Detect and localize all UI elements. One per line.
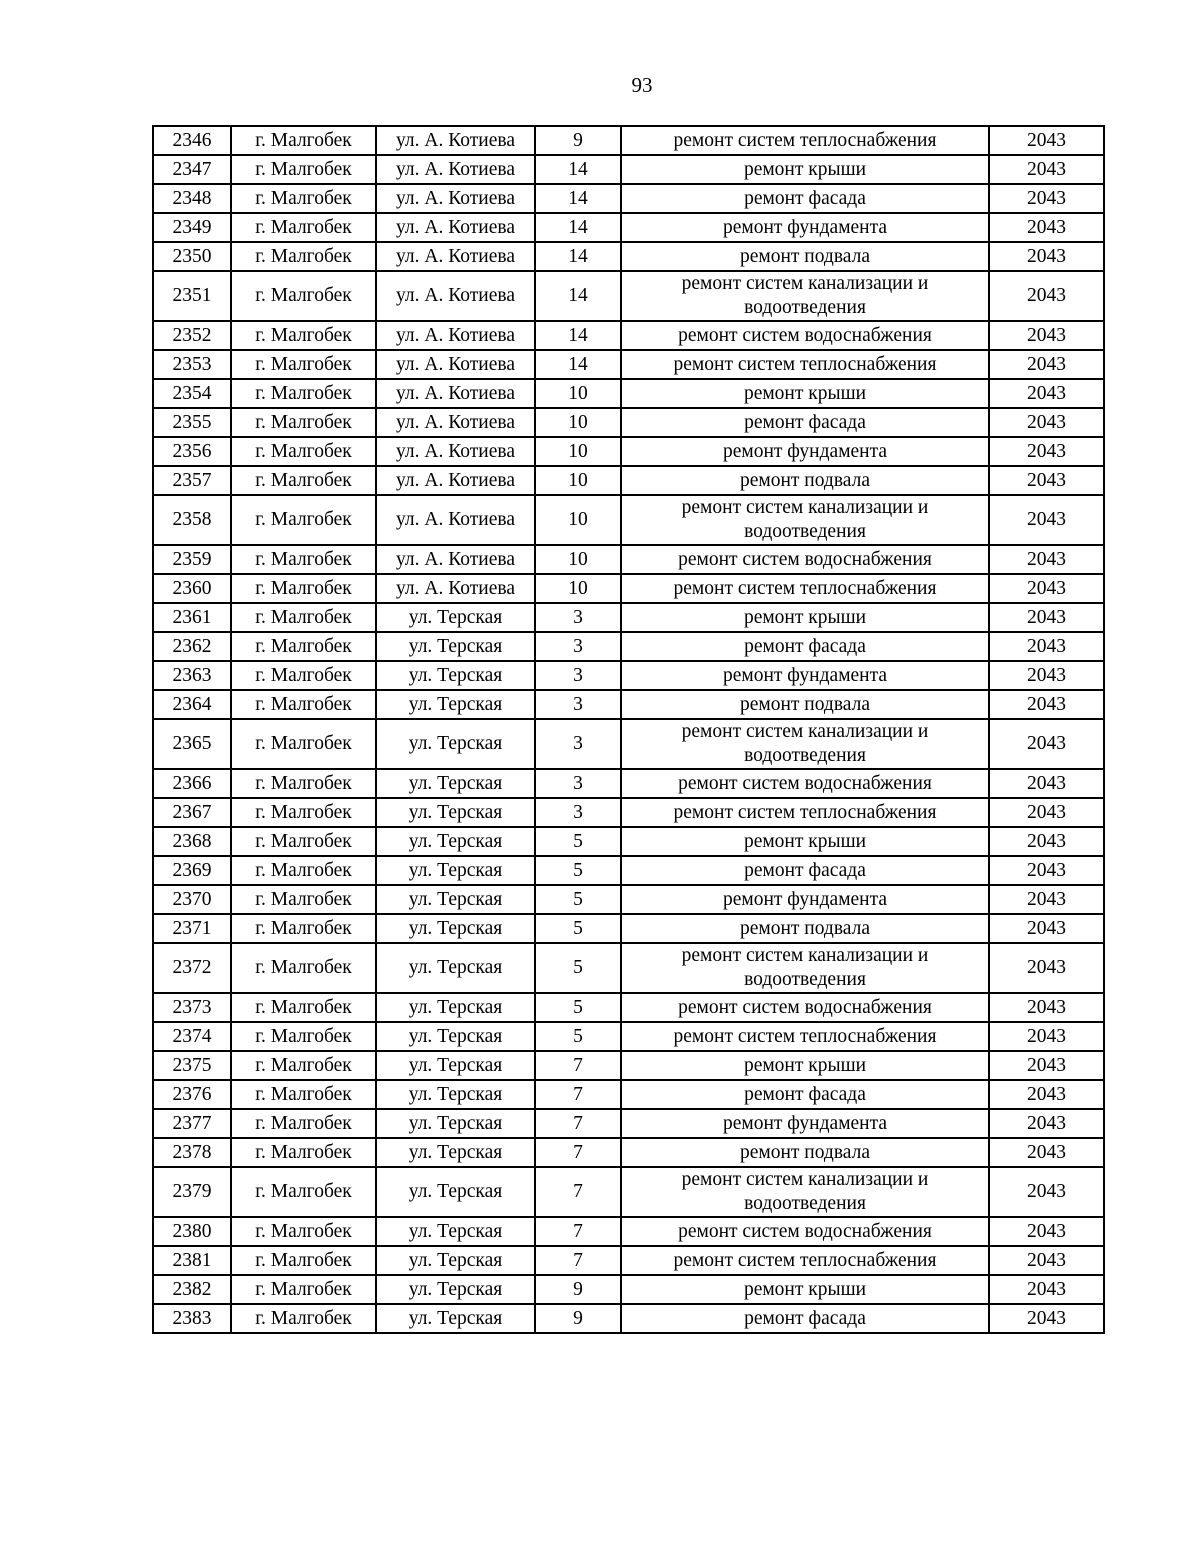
cell-street: ул. Терская xyxy=(376,798,535,827)
cell-street: ул. Терская xyxy=(376,1080,535,1109)
cell-city: г. Малгобек xyxy=(231,213,376,242)
cell-work-type: ремонт фундамента xyxy=(621,1109,989,1138)
cell-year: 2043 xyxy=(989,184,1104,213)
cell-house-number: 14 xyxy=(535,350,621,379)
table-row xyxy=(153,661,1104,690)
cell-work-type: ремонт фундамента xyxy=(621,885,989,914)
table-row xyxy=(153,321,1104,350)
cell-street: ул. Терская xyxy=(376,943,535,993)
table-row xyxy=(153,632,1104,661)
cell-house-number: 10 xyxy=(535,495,621,545)
cell-house-number: 14 xyxy=(535,213,621,242)
cell-year: 2043 xyxy=(989,321,1104,350)
cell-city: г. Малгобек xyxy=(231,993,376,1022)
cell-city: г. Малгобек xyxy=(231,350,376,379)
cell-house-number: 7 xyxy=(535,1246,621,1275)
cell-work-type: ремонт систем теплоснабжения xyxy=(621,126,989,155)
cell-work-type: ремонт подвала xyxy=(621,1138,989,1167)
table-row xyxy=(153,155,1104,184)
cell-year: 2043 xyxy=(989,885,1104,914)
cell-year: 2043 xyxy=(989,1217,1104,1246)
cell-work-type: ремонт систем канализации и водоотведения xyxy=(621,719,989,769)
cell-year: 2043 xyxy=(989,632,1104,661)
cell-street: ул. А. Котиева xyxy=(376,213,535,242)
cell-year: 2043 xyxy=(989,1304,1104,1333)
cell-city: г. Малгобек xyxy=(231,126,376,155)
cell-row-number: 2349 xyxy=(153,213,231,242)
cell-row-number: 2350 xyxy=(153,242,231,271)
cell-work-type: ремонт крыши xyxy=(621,1051,989,1080)
cell-row-number: 2371 xyxy=(153,914,231,943)
cell-street: ул. Терская xyxy=(376,769,535,798)
cell-row-number: 2363 xyxy=(153,661,231,690)
cell-street: ул. А. Котиева xyxy=(376,466,535,495)
cell-house-number: 3 xyxy=(535,690,621,719)
cell-year: 2043 xyxy=(989,943,1104,993)
cell-house-number: 5 xyxy=(535,914,621,943)
cell-work-type: ремонт систем теплоснабжения xyxy=(621,798,989,827)
cell-house-number: 3 xyxy=(535,769,621,798)
cell-house-number: 5 xyxy=(535,1022,621,1051)
cell-row-number: 2370 xyxy=(153,885,231,914)
cell-year: 2043 xyxy=(989,1022,1104,1051)
table-row xyxy=(153,798,1104,827)
cell-year: 2043 xyxy=(989,213,1104,242)
page-number: 93 xyxy=(631,73,653,97)
cell-street: ул. А. Котиева xyxy=(376,574,535,603)
table-row xyxy=(153,914,1104,943)
cell-house-number: 14 xyxy=(535,271,621,321)
cell-city: г. Малгобек xyxy=(231,379,376,408)
cell-street: ул. Терская xyxy=(376,1217,535,1246)
cell-year: 2043 xyxy=(989,661,1104,690)
cell-street: ул. А. Котиева xyxy=(376,437,535,466)
cell-row-number: 2382 xyxy=(153,1275,231,1304)
cell-work-type: ремонт систем канализации и водоотведения xyxy=(621,271,989,321)
cell-row-number: 2364 xyxy=(153,690,231,719)
cell-work-type: ремонт систем водоснабжения xyxy=(621,321,989,350)
table-row xyxy=(153,379,1104,408)
cell-work-type: ремонт крыши xyxy=(621,379,989,408)
cell-row-number: 2373 xyxy=(153,993,231,1022)
cell-city: г. Малгобек xyxy=(231,466,376,495)
cell-street: ул. Терская xyxy=(376,856,535,885)
cell-row-number: 2366 xyxy=(153,769,231,798)
cell-city: г. Малгобек xyxy=(231,155,376,184)
table-row xyxy=(153,466,1104,495)
cell-city: г. Малгобек xyxy=(231,798,376,827)
cell-city: г. Малгобек xyxy=(231,545,376,574)
cell-city: г. Малгобек xyxy=(231,943,376,993)
cell-work-type: ремонт крыши xyxy=(621,603,989,632)
cell-row-number: 2372 xyxy=(153,943,231,993)
cell-row-number: 2359 xyxy=(153,545,231,574)
cell-city: г. Малгобек xyxy=(231,1217,376,1246)
cell-work-type: ремонт систем канализации и водоотведения xyxy=(621,943,989,993)
cell-work-type: ремонт систем канализации и водоотведения xyxy=(621,1167,989,1217)
cell-street: ул. А. Котиева xyxy=(376,242,535,271)
cell-house-number: 7 xyxy=(535,1217,621,1246)
cell-year: 2043 xyxy=(989,466,1104,495)
cell-year: 2043 xyxy=(989,379,1104,408)
cell-city: г. Малгобек xyxy=(231,1275,376,1304)
cell-city: г. Малгобек xyxy=(231,242,376,271)
cell-year: 2043 xyxy=(989,1051,1104,1080)
cell-work-type: ремонт фасада xyxy=(621,408,989,437)
cell-house-number: 14 xyxy=(535,184,621,213)
cell-house-number: 3 xyxy=(535,661,621,690)
cell-work-type: ремонт фундамента xyxy=(621,437,989,466)
cell-house-number: 9 xyxy=(535,126,621,155)
table-row xyxy=(153,545,1104,574)
table-row xyxy=(153,856,1104,885)
cell-street: ул. А. Котиева xyxy=(376,321,535,350)
cell-row-number: 2348 xyxy=(153,184,231,213)
cell-street: ул. А. Котиева xyxy=(376,155,535,184)
cell-city: г. Малгобек xyxy=(231,1304,376,1333)
cell-street: ул. Терская xyxy=(376,827,535,856)
cell-street: ул. Терская xyxy=(376,914,535,943)
cell-city: г. Малгобек xyxy=(231,1246,376,1275)
cell-row-number: 2376 xyxy=(153,1080,231,1109)
cell-row-number: 2362 xyxy=(153,632,231,661)
cell-year: 2043 xyxy=(989,827,1104,856)
cell-house-number: 10 xyxy=(535,437,621,466)
cell-work-type: ремонт подвала xyxy=(621,466,989,495)
table-row xyxy=(153,242,1104,271)
cell-city: г. Малгобек xyxy=(231,914,376,943)
cell-year: 2043 xyxy=(989,242,1104,271)
cell-row-number: 2383 xyxy=(153,1304,231,1333)
cell-year: 2043 xyxy=(989,856,1104,885)
cell-year: 2043 xyxy=(989,574,1104,603)
cell-house-number: 7 xyxy=(535,1167,621,1217)
table-row xyxy=(153,885,1104,914)
cell-year: 2043 xyxy=(989,1080,1104,1109)
cell-street: ул. А. Котиева xyxy=(376,379,535,408)
cell-house-number: 7 xyxy=(535,1051,621,1080)
cell-street: ул. Терская xyxy=(376,1246,535,1275)
cell-year: 2043 xyxy=(989,603,1104,632)
table-row xyxy=(153,1275,1104,1304)
cell-work-type: ремонт крыши xyxy=(621,1275,989,1304)
cell-city: г. Малгобек xyxy=(231,574,376,603)
cell-row-number: 2375 xyxy=(153,1051,231,1080)
cell-row-number: 2354 xyxy=(153,379,231,408)
cell-street: ул. Терская xyxy=(376,690,535,719)
cell-row-number: 2377 xyxy=(153,1109,231,1138)
cell-row-number: 2365 xyxy=(153,719,231,769)
table-row xyxy=(153,1217,1104,1246)
cell-house-number: 10 xyxy=(535,574,621,603)
table-row xyxy=(153,437,1104,466)
cell-house-number: 14 xyxy=(535,321,621,350)
cell-city: г. Малгобек xyxy=(231,408,376,437)
cell-work-type: ремонт систем теплоснабжения xyxy=(621,1022,989,1051)
cell-year: 2043 xyxy=(989,271,1104,321)
cell-city: г. Малгобек xyxy=(231,495,376,545)
cell-city: г. Малгобек xyxy=(231,827,376,856)
cell-house-number: 7 xyxy=(535,1080,621,1109)
cell-work-type: ремонт систем теплоснабжения xyxy=(621,574,989,603)
cell-city: г. Малгобек xyxy=(231,1167,376,1217)
cell-work-type: ремонт крыши xyxy=(621,827,989,856)
cell-street: ул. А. Котиева xyxy=(376,545,535,574)
cell-city: г. Малгобек xyxy=(231,184,376,213)
cell-year: 2043 xyxy=(989,437,1104,466)
cell-house-number: 14 xyxy=(535,242,621,271)
cell-work-type: ремонт фундамента xyxy=(621,661,989,690)
cell-work-type: ремонт систем канализации и водоотведения xyxy=(621,495,989,545)
cell-house-number: 7 xyxy=(535,1109,621,1138)
cell-street: ул. Терская xyxy=(376,1275,535,1304)
cell-row-number: 2358 xyxy=(153,495,231,545)
cell-city: г. Малгобек xyxy=(231,885,376,914)
cell-street: ул. Терская xyxy=(376,1304,535,1333)
cell-year: 2043 xyxy=(989,126,1104,155)
cell-work-type: ремонт фасада xyxy=(621,184,989,213)
cell-house-number: 9 xyxy=(535,1275,621,1304)
cell-year: 2043 xyxy=(989,545,1104,574)
cell-street: ул. Терская xyxy=(376,603,535,632)
table-row xyxy=(153,184,1104,213)
cell-city: г. Малгобек xyxy=(231,690,376,719)
cell-work-type: ремонт фасада xyxy=(621,856,989,885)
cell-work-type: ремонт фасада xyxy=(621,1080,989,1109)
cell-year: 2043 xyxy=(989,495,1104,545)
cell-work-type: ремонт фасада xyxy=(621,1304,989,1333)
table-row xyxy=(153,126,1104,155)
cell-row-number: 2357 xyxy=(153,466,231,495)
cell-row-number: 2356 xyxy=(153,437,231,466)
cell-row-number: 2381 xyxy=(153,1246,231,1275)
table-row xyxy=(153,769,1104,798)
cell-work-type: ремонт подвала xyxy=(621,242,989,271)
cell-street: ул. А. Котиева xyxy=(376,184,535,213)
table-row xyxy=(153,1246,1104,1275)
cell-year: 2043 xyxy=(989,408,1104,437)
cell-work-type: ремонт фундамента xyxy=(621,213,989,242)
cell-row-number: 2355 xyxy=(153,408,231,437)
cell-city: г. Малгобек xyxy=(231,632,376,661)
cell-year: 2043 xyxy=(989,155,1104,184)
cell-work-type: ремонт фасада xyxy=(621,632,989,661)
table-row xyxy=(153,495,1104,545)
cell-house-number: 10 xyxy=(535,466,621,495)
cell-street: ул. А. Котиева xyxy=(376,408,535,437)
cell-street: ул. А. Котиева xyxy=(376,350,535,379)
table-row xyxy=(153,408,1104,437)
cell-row-number: 2369 xyxy=(153,856,231,885)
cell-work-type: ремонт подвала xyxy=(621,690,989,719)
table-row xyxy=(153,943,1104,993)
cell-street: ул. А. Котиева xyxy=(376,271,535,321)
cell-city: г. Малгобек xyxy=(231,661,376,690)
cell-street: ул. Терская xyxy=(376,632,535,661)
cell-city: г. Малгобек xyxy=(231,769,376,798)
cell-row-number: 2368 xyxy=(153,827,231,856)
cell-work-type: ремонт систем водоснабжения xyxy=(621,1217,989,1246)
cell-year: 2043 xyxy=(989,914,1104,943)
cell-street: ул. Терская xyxy=(376,661,535,690)
cell-city: г. Малгобек xyxy=(231,437,376,466)
cell-city: г. Малгобек xyxy=(231,1051,376,1080)
cell-city: г. Малгобек xyxy=(231,1138,376,1167)
cell-street: ул. Терская xyxy=(376,1022,535,1051)
repair-schedule-table xyxy=(152,125,1105,1334)
cell-house-number: 10 xyxy=(535,408,621,437)
table-row xyxy=(153,1167,1104,1217)
cell-work-type: ремонт систем теплоснабжения xyxy=(621,350,989,379)
cell-house-number: 3 xyxy=(535,632,621,661)
table-row xyxy=(153,603,1104,632)
cell-row-number: 2353 xyxy=(153,350,231,379)
cell-house-number: 10 xyxy=(535,545,621,574)
cell-year: 2043 xyxy=(989,769,1104,798)
cell-row-number: 2367 xyxy=(153,798,231,827)
cell-city: г. Малгобек xyxy=(231,856,376,885)
table-row xyxy=(153,350,1104,379)
cell-city: г. Малгобек xyxy=(231,1080,376,1109)
cell-house-number: 5 xyxy=(535,827,621,856)
cell-house-number: 5 xyxy=(535,943,621,993)
cell-row-number: 2361 xyxy=(153,603,231,632)
table-row xyxy=(153,271,1104,321)
cell-house-number: 7 xyxy=(535,1138,621,1167)
cell-house-number: 3 xyxy=(535,798,621,827)
cell-house-number: 5 xyxy=(535,885,621,914)
cell-work-type: ремонт систем водоснабжения xyxy=(621,769,989,798)
cell-year: 2043 xyxy=(989,1246,1104,1275)
cell-house-number: 3 xyxy=(535,719,621,769)
cell-street: ул. Терская xyxy=(376,1138,535,1167)
cell-year: 2043 xyxy=(989,1109,1104,1138)
cell-row-number: 2374 xyxy=(153,1022,231,1051)
cell-work-type: ремонт систем водоснабжения xyxy=(621,993,989,1022)
cell-row-number: 2380 xyxy=(153,1217,231,1246)
cell-year: 2043 xyxy=(989,690,1104,719)
cell-year: 2043 xyxy=(989,798,1104,827)
cell-row-number: 2346 xyxy=(153,126,231,155)
table-row xyxy=(153,1109,1104,1138)
cell-year: 2043 xyxy=(989,1138,1104,1167)
cell-city: г. Малгобек xyxy=(231,1022,376,1051)
cell-street: ул. Терская xyxy=(376,719,535,769)
table-row xyxy=(153,213,1104,242)
cell-year: 2043 xyxy=(989,993,1104,1022)
cell-row-number: 2379 xyxy=(153,1167,231,1217)
cell-house-number: 5 xyxy=(535,856,621,885)
cell-city: г. Малгобек xyxy=(231,271,376,321)
cell-city: г. Малгобек xyxy=(231,1109,376,1138)
table-row xyxy=(153,574,1104,603)
cell-year: 2043 xyxy=(989,1275,1104,1304)
cell-work-type: ремонт систем теплоснабжения xyxy=(621,1246,989,1275)
cell-house-number: 14 xyxy=(535,155,621,184)
cell-street: ул. А. Котиева xyxy=(376,126,535,155)
cell-year: 2043 xyxy=(989,719,1104,769)
cell-street: ул. Терская xyxy=(376,1051,535,1080)
table-row xyxy=(153,719,1104,769)
table-row xyxy=(153,1080,1104,1109)
cell-work-type: ремонт крыши xyxy=(621,155,989,184)
table-body xyxy=(153,126,1104,1333)
cell-house-number: 5 xyxy=(535,993,621,1022)
table-row xyxy=(153,1138,1104,1167)
cell-house-number: 10 xyxy=(535,379,621,408)
cell-city: г. Малгобек xyxy=(231,603,376,632)
cell-work-type: ремонт подвала xyxy=(621,914,989,943)
cell-house-number: 9 xyxy=(535,1304,621,1333)
cell-city: г. Малгобек xyxy=(231,719,376,769)
cell-street: ул. Терская xyxy=(376,993,535,1022)
table-row xyxy=(153,690,1104,719)
cell-year: 2043 xyxy=(989,1167,1104,1217)
cell-street: ул. Терская xyxy=(376,885,535,914)
table-row xyxy=(153,1051,1104,1080)
cell-street: ул. Терская xyxy=(376,1167,535,1217)
cell-city: г. Малгобек xyxy=(231,321,376,350)
cell-row-number: 2360 xyxy=(153,574,231,603)
table-row xyxy=(153,827,1104,856)
cell-row-number: 2352 xyxy=(153,321,231,350)
cell-street: ул. А. Котиева xyxy=(376,495,535,545)
cell-street: ул. Терская xyxy=(376,1109,535,1138)
cell-row-number: 2378 xyxy=(153,1138,231,1167)
table-row xyxy=(153,1022,1104,1051)
table-row xyxy=(153,993,1104,1022)
cell-row-number: 2351 xyxy=(153,271,231,321)
cell-work-type: ремонт систем водоснабжения xyxy=(621,545,989,574)
cell-house-number: 3 xyxy=(535,603,621,632)
cell-year: 2043 xyxy=(989,350,1104,379)
cell-row-number: 2347 xyxy=(153,155,231,184)
table-row xyxy=(153,1304,1104,1333)
